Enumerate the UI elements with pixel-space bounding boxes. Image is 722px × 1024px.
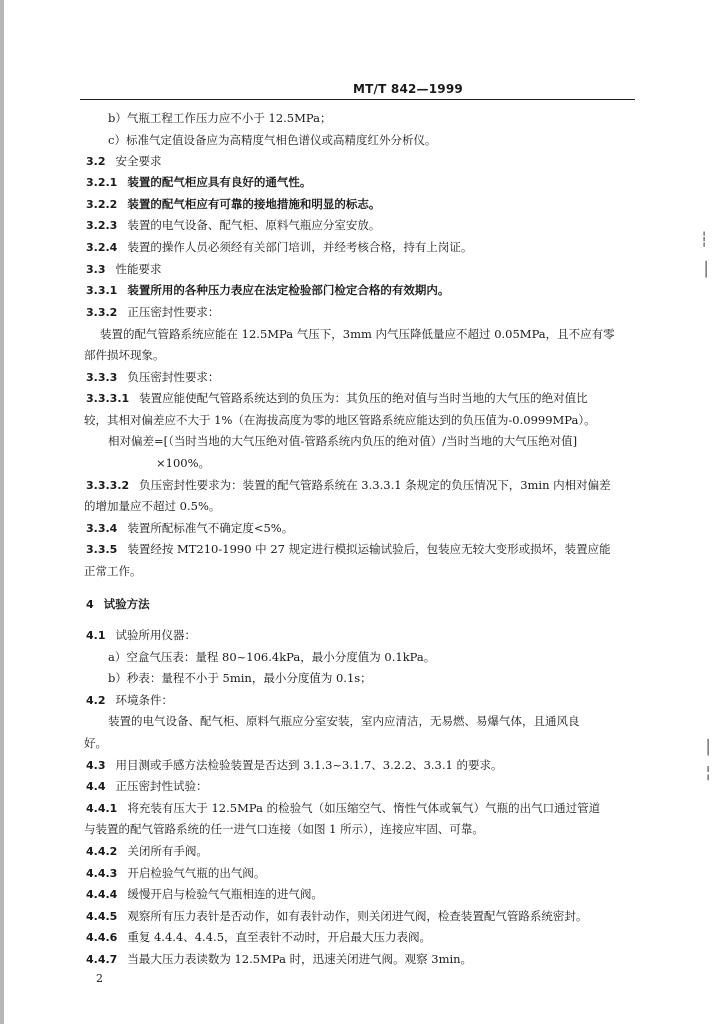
text-line: 装置的配气管路系统应能在 12.5MPa 气压下，3mm 内气压降低量应不超过 0.05MPa，且不应有零 [100, 327, 615, 341]
page-number: 2 [96, 972, 103, 985]
text-line: b）气瓶工程工作压力应不小于 12.5MPa； [108, 111, 332, 125]
text-line: 4.4.6 重复 4.4.4、4.4.5，直至表针不动时，开启最大压力表阀。 [86, 930, 432, 944]
text-line: 3.3.3.2 负压密封性要求为：装置的配气管路系统在 3.3.3.1 条规定的负压情况下，3min 内相对偏差 [86, 478, 611, 492]
text-line: 4.4.7 当最大压力表读数为 12.5MPa 时，迅速关闭进气阀。观察 3min。 [86, 952, 473, 966]
text-line: 装置的电气设备、配气柜、原料气瓶应分室安装，室内应清洁，无易燃、易爆气体，且通风良 [108, 714, 580, 728]
text-line: 3.3.1 装置所用的各种压力表应在法定检验部门检定合格的有效期内。 [86, 283, 450, 297]
text-line: 与装置的配气管路系统的任一进气口连接（如图 1 所示），连接应牢固、可靠。 [84, 822, 484, 836]
text-line: 3.2.4 装置的操作人员必须经有关部门培训，并经考核合格，持有上岗证。 [86, 240, 473, 254]
text-line: 3.3.4 装置所配标准气不确定度<5%。 [86, 521, 294, 535]
scan-mark: ╎ [704, 766, 713, 782]
text-line: 3.3.2 正压密封性要求： [86, 305, 220, 319]
text-line: a）空盒气压表：量程 80~106.4kPa，最小分度值为 0.1kPa。 [108, 650, 436, 664]
text-line: 正常工作。 [84, 564, 142, 578]
text-line: 3.2.3 装置的电气设备、配气柜、原料气瓶应分室安放。 [86, 218, 381, 232]
text-line: 部件损坏现象。 [84, 348, 165, 362]
formula-line: ×100%。 [156, 456, 211, 470]
text-line: c）标准气定值设备应为高精度气相色谱仪或高精度红外分析仪。 [108, 133, 437, 147]
chapter-heading: 4 试验方法 [86, 597, 150, 611]
header-rule [80, 99, 635, 100]
scan-edge [0, 0, 4, 1024]
text-line: 3.2.2 装置的配气柜应有可靠的接地措施和明显的标志。 [86, 197, 381, 211]
section-heading: 3.3 性能要求 [86, 262, 162, 276]
scan-mark: │ [702, 262, 711, 278]
text-line: 好。 [84, 736, 107, 750]
formula-line: 相对偏差=[（当时当地的大气压绝对值-管路系统内负压的绝对值）/当时当地的大气压绝对值] [108, 434, 578, 448]
text-line: 的增加量应不超过 0.5%。 [84, 499, 221, 513]
text-line: 3.3.5 装置经按 MT210-1990 中 27 规定进行模拟运输试验后，包装应无较大变形或损坏，装置应能 [86, 542, 611, 556]
text-line: 3.3.3.1 装置应能使配气管路系统达到的负压为：其负压的绝对值与当时当地的大气压的绝对值比 [86, 391, 588, 405]
text-line: 4.4.4 缓慢开启与检验气气瓶相连的进气阀。 [86, 887, 323, 901]
text-line: 4.4.3 开启检验气气瓶的出气阀。 [86, 866, 266, 880]
text-line: 4.2 环境条件： [86, 693, 173, 707]
text-line: 3.2.1 装置的配气柜应具有良好的通气性。 [86, 175, 312, 189]
text-line: 4.4.5 观察所有压力表针是否动作，如有表针动作，则关闭进气阀，检查装置配气管路系统密封。 [86, 909, 588, 923]
text-line: b）秒表：量程不小于 5min，最小分度值为 0.1s； [108, 671, 372, 685]
text-line: 4.4.2 关闭所有手阀。 [86, 844, 208, 858]
standard-code: MT/T 842—1999 [353, 82, 463, 96]
text-line: 较，其相对偏差应不大于 1%（在海拔高度为零的地区管路系统应能达到的负压值为-0.0999MPa）。 [84, 413, 596, 427]
text-line: 3.3.3 负压密封性要求： [86, 370, 220, 384]
text-line: 4.3 用目测或手感方法检验装置是否达到 3.1.3~3.1.7、3.2.2、3.3.1 的要求。 [86, 758, 503, 772]
scan-mark: ┆ [700, 232, 709, 248]
scan-mark: │ [704, 740, 713, 756]
text-line: 4.4 正压密封性试验： [86, 779, 208, 793]
text-line: 4.1 试验所用仪器： [86, 628, 196, 642]
section-heading: 3.2 安全要求 [86, 154, 162, 168]
text-line: 4.4.1 将充装有压大于 12.5MPa 的检验气（如压缩空气、惰性气体或氧气）气瓶的出气口通过管道 [86, 801, 601, 815]
